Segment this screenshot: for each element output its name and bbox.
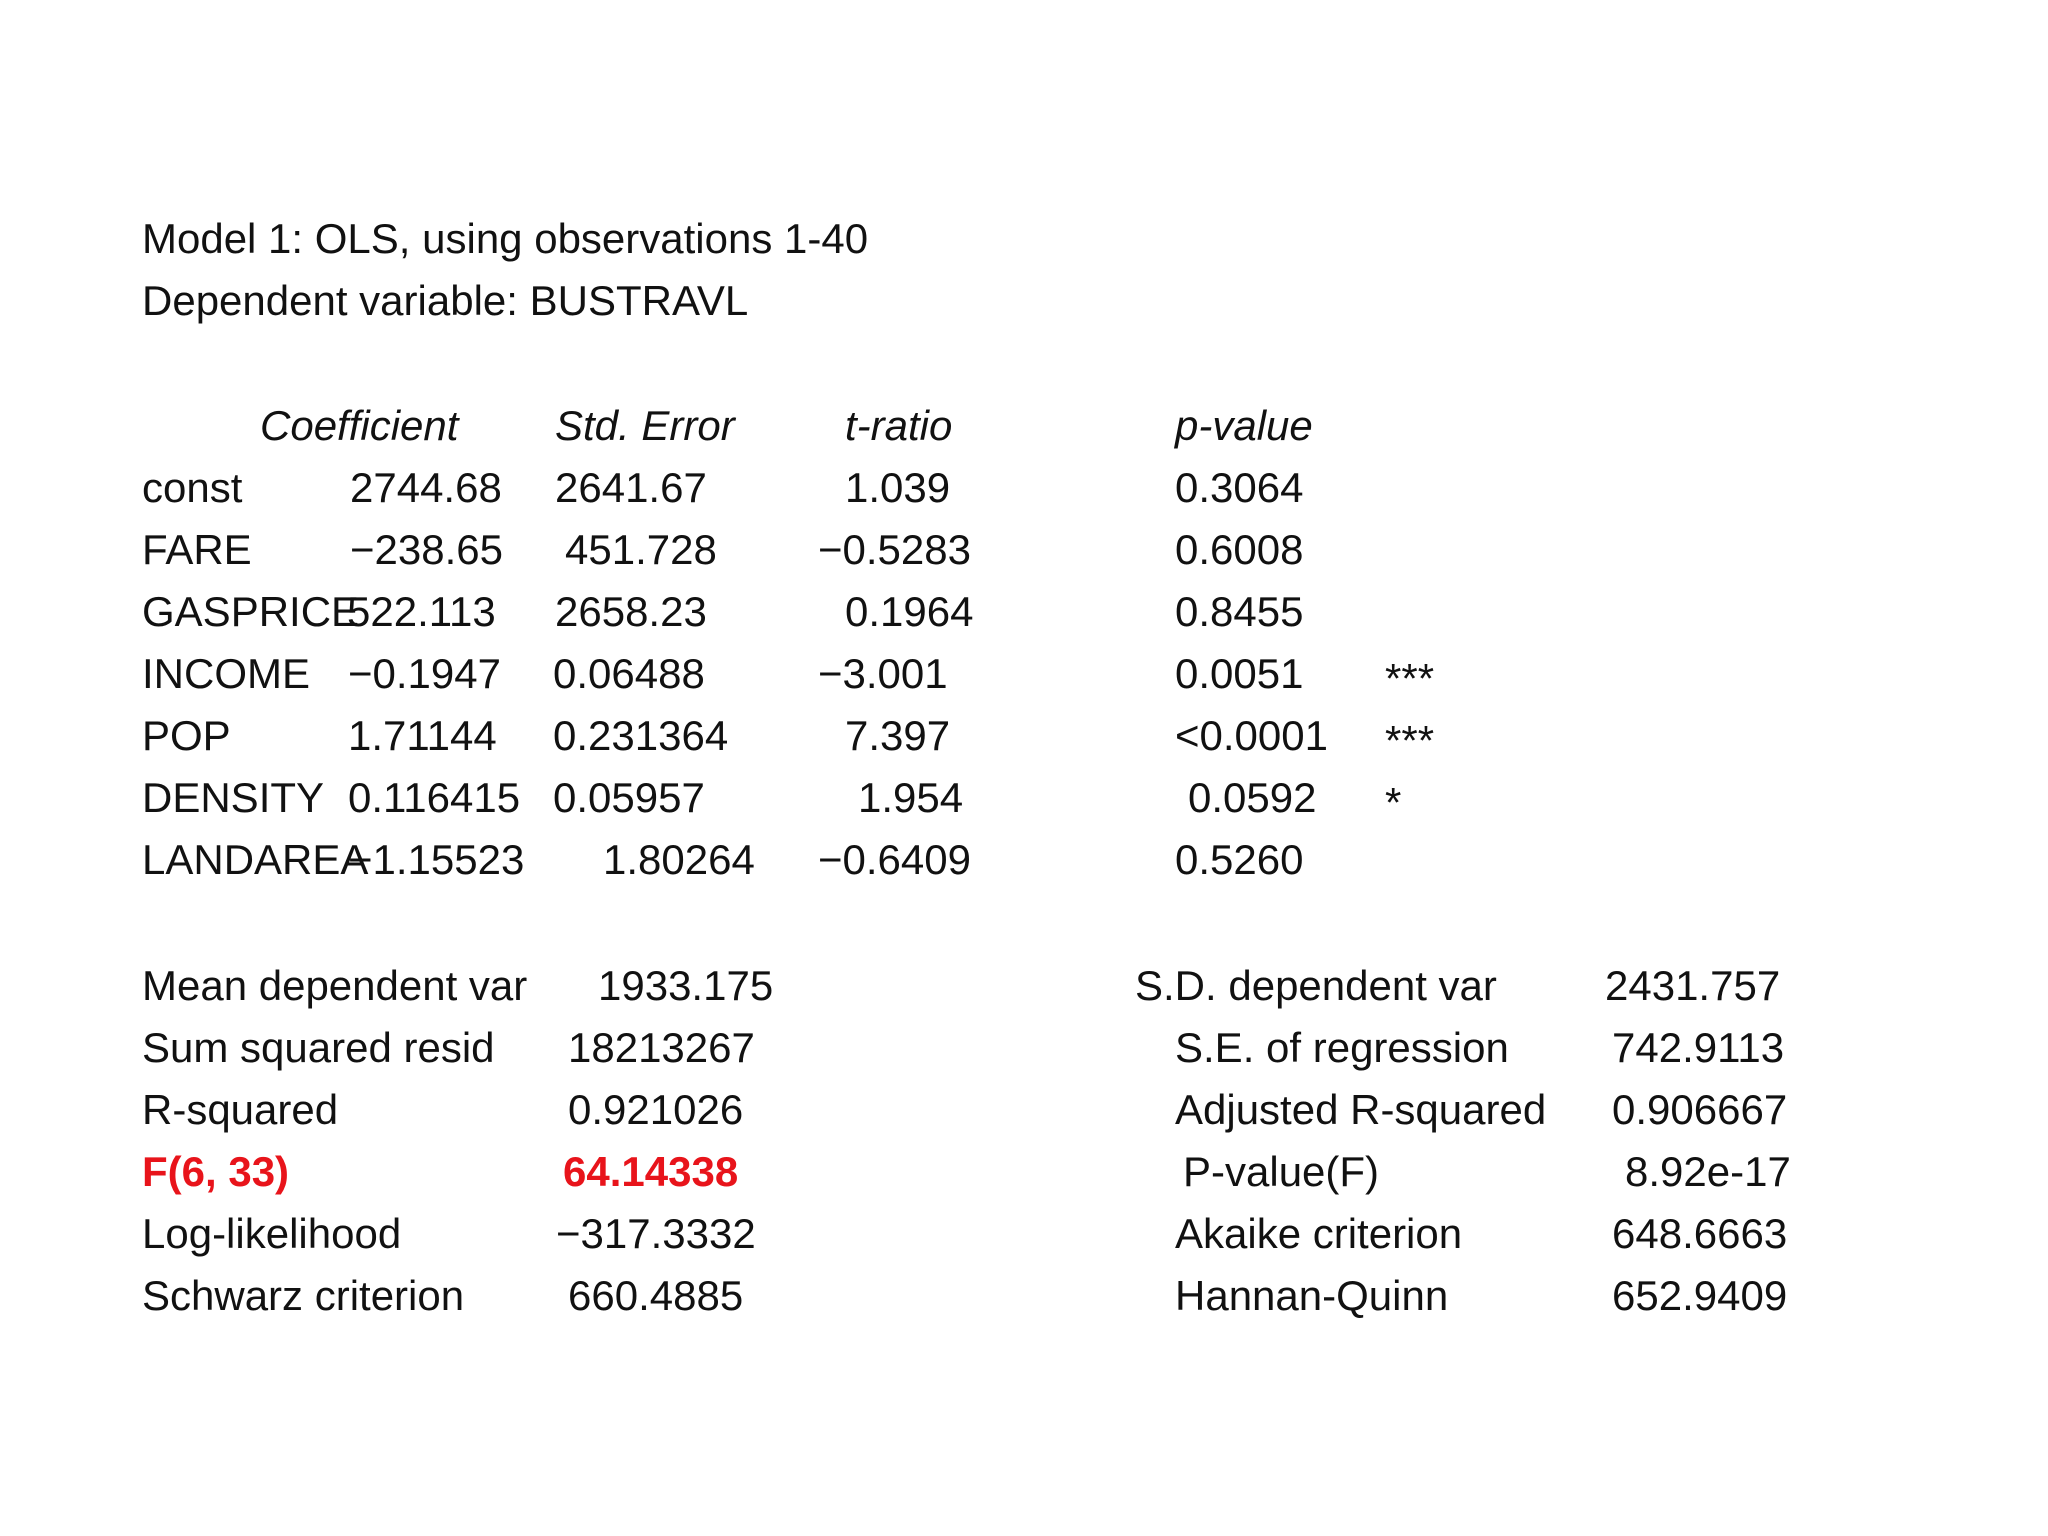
std-error-value: 2658.23 (555, 588, 707, 635)
dependent-variable-line: Dependent variable: BUSTRAVL (142, 277, 749, 324)
stat-value-adjusted-r-squared: 0.906667 (1612, 1086, 1788, 1133)
significance-stars: * (1385, 779, 1402, 826)
stat-value-r-squared: 0.921026 (568, 1086, 744, 1133)
stat-value-se-of-regression: 742.9113 (1612, 1024, 1785, 1071)
row-name: FARE (142, 526, 252, 573)
stat-label-sd-dependent-var: S.D. dependent var (1135, 962, 1497, 1009)
std-error-value: 451.728 (565, 526, 717, 573)
column-header-std-error: Std. Error (555, 402, 735, 449)
stat-value-sum-squared-resid: 18213267 (568, 1024, 755, 1071)
column-header-p-value: p-value (1175, 402, 1313, 449)
stat-label-akaike-criterion: Akaike criterion (1175, 1210, 1463, 1257)
stat-label-mean-dependent-var: Mean dependent var (142, 962, 528, 1009)
t-ratio-value: −0.5283 (818, 526, 971, 573)
significance-stars: *** (1385, 655, 1435, 702)
stat-value-mean-dependent-var: 1933.175 (598, 962, 774, 1009)
coef-value: 522.113 (347, 588, 496, 635)
p-value: 0.3064 (1175, 464, 1304, 511)
p-value: <0.0001 (1175, 712, 1328, 759)
stat-label-r-squared: R-squared (142, 1086, 339, 1133)
p-value: 0.8455 (1175, 588, 1304, 635)
stat-label-se-of-regression: S.E. of regression (1175, 1024, 1509, 1071)
stat-value-log-likelihood: −317.3332 (556, 1210, 756, 1257)
stat-value-f-statistic: 64.14338 (563, 1148, 739, 1195)
t-ratio-value: 0.1964 (845, 588, 974, 635)
coef-value: 1.71144 (348, 712, 497, 759)
coef-value: 2744.68 (350, 464, 502, 511)
std-error-value: 0.06488 (553, 650, 705, 697)
stat-label-adjusted-r-squared: Adjusted R-squared (1175, 1086, 1547, 1133)
significance-stars: *** (1385, 717, 1435, 764)
t-ratio-value: 1.954 (858, 774, 964, 821)
stat-value-schwarz-criterion: 660.4885 (568, 1272, 744, 1319)
coef-value: −238.65 (350, 526, 503, 573)
p-value: 0.0592 (1188, 774, 1317, 821)
stat-value-sd-dependent-var: 2431.757 (1605, 962, 1781, 1009)
stat-label-log-likelihood: Log-likelihood (142, 1210, 402, 1257)
std-error-value: 0.05957 (553, 774, 705, 821)
stat-label-hannan-quinn: Hannan-Quinn (1175, 1272, 1449, 1319)
coef-value: 0.116415 (348, 774, 521, 821)
std-error-value: 2641.67 (555, 464, 707, 511)
row-name: DENSITY (142, 774, 325, 821)
p-value: 0.6008 (1175, 526, 1304, 573)
std-error-value: 0.231364 (553, 712, 729, 759)
row-name: INCOME (142, 650, 310, 697)
stat-label-schwarz-criterion: Schwarz criterion (142, 1272, 465, 1319)
coef-value: −0.1947 (348, 650, 501, 697)
row-name: GASPRICE (142, 588, 360, 635)
coef-value: −1.15523 (348, 836, 525, 883)
t-ratio-value: 7.397 (845, 712, 951, 759)
t-ratio-value: −0.6409 (818, 836, 971, 883)
row-name: const (142, 464, 243, 511)
p-value: 0.5260 (1175, 836, 1304, 883)
stat-label-p-value-f: P-value(F) (1183, 1148, 1380, 1195)
row-name: POP (142, 712, 231, 759)
stat-value-p-value-f: 8.92e-17 (1625, 1148, 1791, 1195)
row-name: LANDAREA (142, 836, 369, 883)
column-header-t-ratio: t-ratio (845, 402, 953, 449)
p-value: 0.0051 (1175, 650, 1304, 697)
stat-label-sum-squared-resid: Sum squared resid (142, 1024, 495, 1071)
stat-value-akaike-criterion: 648.6663 (1612, 1210, 1788, 1257)
t-ratio-value: 1.039 (845, 464, 951, 511)
stat-value-hannan-quinn: 652.9409 (1612, 1272, 1788, 1319)
model-title: Model 1: OLS, using observations 1-40 (142, 215, 869, 262)
column-header-coefficient: Coefficient (260, 402, 459, 449)
std-error-value: 1.80264 (603, 836, 755, 883)
t-ratio-value: −3.001 (818, 650, 948, 697)
stat-label-f-statistic: F(6, 33) (142, 1148, 290, 1195)
